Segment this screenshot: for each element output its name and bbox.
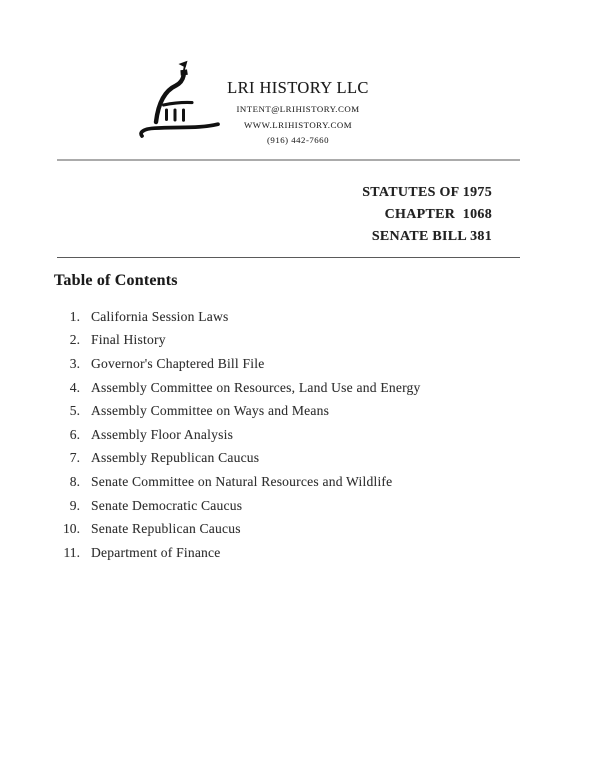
toc-item-number: 6. — [69, 426, 80, 442]
toc-item-number: 8. — [69, 473, 80, 489]
toc-item-number: 11. — [63, 544, 80, 560]
toc-item-label: Assembly Committee on Ways and Means — [91, 403, 330, 419]
toc-item-number: 2. — [69, 332, 80, 348]
chapter-line: CHAPTER 1068 — [384, 206, 492, 222]
statute-reference-block — [362, 182, 492, 247]
toc-list — [0, 305, 600, 565]
divider-mid-rule — [57, 257, 520, 258]
toc-item — [0, 329, 600, 353]
toc-item-label: Senate Democratic Caucus — [91, 497, 243, 513]
org-phone: (916) 442-7660 — [267, 135, 329, 146]
toc-item-number: 3. — [69, 355, 80, 371]
toc-heading: Table of Contents — [54, 272, 178, 289]
toc-item — [0, 517, 600, 541]
toc-item-label: California Session Laws — [91, 308, 229, 324]
toc-item — [0, 447, 600, 471]
toc-item — [0, 541, 600, 565]
senate-bill-line: SENATE BILL 381 — [371, 228, 492, 244]
letterhead-block — [222, 78, 374, 145]
org-email: INTENT@LRIHISTORY.COM — [236, 103, 360, 114]
toc-item — [0, 305, 600, 329]
divider-top-rule — [57, 159, 520, 161]
toc-item — [0, 376, 600, 400]
toc-item-label: Senate Republican Caucus — [91, 521, 241, 537]
statutes-line: STATUTES OF 1975 — [362, 185, 492, 200]
toc-item-label: Final History — [91, 332, 166, 348]
toc-item — [0, 494, 600, 518]
toc-item-number: 9. — [69, 497, 80, 513]
toc-item-number: 5. — [69, 403, 80, 419]
toc-item-number: 7. — [69, 450, 80, 466]
toc-item — [0, 352, 600, 376]
toc-item-number: 1. — [69, 308, 80, 324]
toc-item-label: Governor's Chaptered Bill File — [91, 355, 265, 371]
toc-item — [0, 399, 600, 423]
toc-item-number: 4. — [69, 379, 80, 395]
org-website: WWW.LRIHISTORY.COM — [243, 119, 353, 130]
toc-item — [0, 423, 600, 447]
toc-item-label: Department of Finance — [91, 544, 221, 560]
toc-item — [0, 470, 600, 494]
toc-item-label: Assembly Republican Caucus — [91, 450, 260, 466]
toc-item-label: Assembly Floor Analysis — [91, 426, 234, 442]
toc-item-number: 10. — [63, 521, 80, 537]
toc-item-label: Senate Committee on Natural Resources and Wildlife — [91, 473, 393, 489]
capitol-dome-logo-icon — [137, 58, 232, 148]
org-name: LRI HISTORY LLC — [227, 78, 369, 97]
toc-item-label: Assembly Committee on Resources, Land Use and Energy — [91, 379, 421, 395]
